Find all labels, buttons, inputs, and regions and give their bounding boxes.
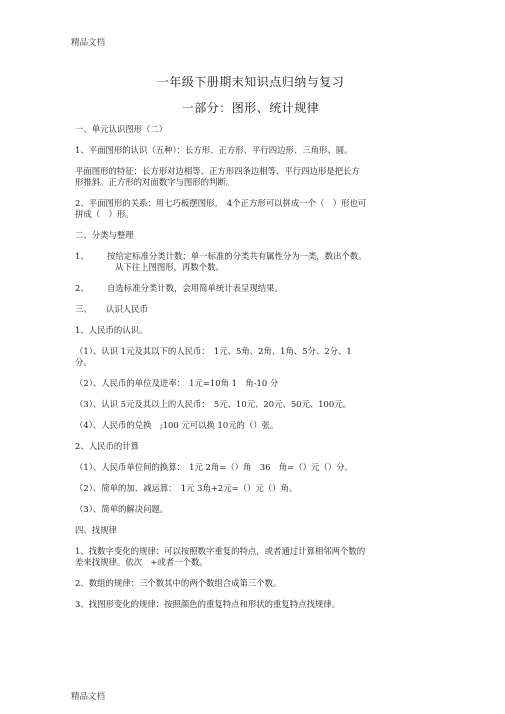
- document-subtitle: 一部分：图形、统计规律: [181, 101, 320, 115]
- section-heading: 二、分类与整理: [75, 230, 134, 240]
- paragraph-line: 从下往上图图形，再数个数。: [115, 262, 224, 272]
- list-item: [75, 346, 435, 368]
- list-item: （1）、人民币单位间的换算： 1元 2角=（）角 36 角=（）元（）分。: [75, 462, 353, 472]
- list-item: [75, 251, 435, 273]
- paragraph-line: 平面图形的特征：长方形对边相等、正方形四条边相等、平行四边形是把长方: [75, 166, 360, 176]
- section-title: 认识人民币: [106, 304, 148, 314]
- section-heading: 四、找规律: [75, 525, 117, 535]
- paragraph-line: 2、平面图形的关系：用七巧板摆图形。 4个正方形可以拼成一个（ ）形也可: [75, 198, 367, 208]
- section-heading: 一、单元认识图形（二）: [75, 124, 168, 134]
- list-item: （2）、人民币的单位及进率： 1元=10角 1 角-10 分: [75, 378, 279, 388]
- paragraph-line: 1、找数字变化的规律：可以按照数字重复的特点，或者通过计算相邻两个数的: [75, 546, 366, 556]
- paragraph-line: 分。: [75, 357, 92, 367]
- list-item: （3）、认识 5元及其以上的人民币： 5元、10元、20元、50元、100元。: [75, 399, 351, 409]
- item-number: 2、: [75, 283, 89, 293]
- paragraph-line: 形推斜。正方形的对面数字与图形的判断。: [75, 177, 235, 187]
- document-body: [75, 124, 435, 620]
- list-item: （2）、简单的加、减运算： 1元 3角+2元=（）元（）角。: [75, 483, 298, 493]
- paragraph-line: （1）、认识 1元及其以下的人民币： 1元、5角、2角、1角、5分、2分、1: [75, 346, 352, 356]
- section-heading: [75, 304, 435, 315]
- item-text: 自选标准分类计数，会用简单统计表呈现结果。: [107, 283, 283, 293]
- paragraph-line: 差来找规律。依次 +或者一个数。: [75, 557, 208, 567]
- item-number: 1、: [75, 251, 89, 261]
- paragraph: [75, 546, 435, 568]
- paragraph-line: 拼成（ ）形。: [75, 209, 134, 219]
- paragraph-line: [75, 283, 435, 294]
- item-text: 按给定标准分类计数：单一标准的分类共有属性分为一类，数出个数。: [107, 251, 367, 261]
- paragraph: 3、找图形变化的规律：按照颜色的重复特点和形状的重复特点找规律。: [75, 599, 340, 609]
- paragraph: [75, 198, 435, 220]
- page-header: 精品文档: [71, 38, 106, 48]
- section-number: 三、: [75, 304, 92, 314]
- paragraph-line: [75, 251, 435, 262]
- paragraph: 1、人民币的认识。: [75, 325, 148, 335]
- paragraph: 1、平面图形的认识（五种）：长方形、正方形、平行四边形、三角形、圆。: [75, 145, 353, 155]
- list-item: [75, 283, 435, 294]
- document-title: 一年级下册期末知识点归纳与复习: [156, 75, 345, 89]
- page-footer: 精品文档: [71, 692, 106, 702]
- list-item: （4）、人民币的兑换 ;100 元可以换 10元的（）张。: [75, 420, 279, 430]
- paragraph: [75, 166, 435, 188]
- list-item: （3）、简单的解决问题。: [75, 504, 169, 514]
- paragraph: 2、人民币的计算: [75, 441, 139, 451]
- paragraph: 2、数组的规律：三个数其中的两个数组合成第三个数。: [75, 578, 282, 588]
